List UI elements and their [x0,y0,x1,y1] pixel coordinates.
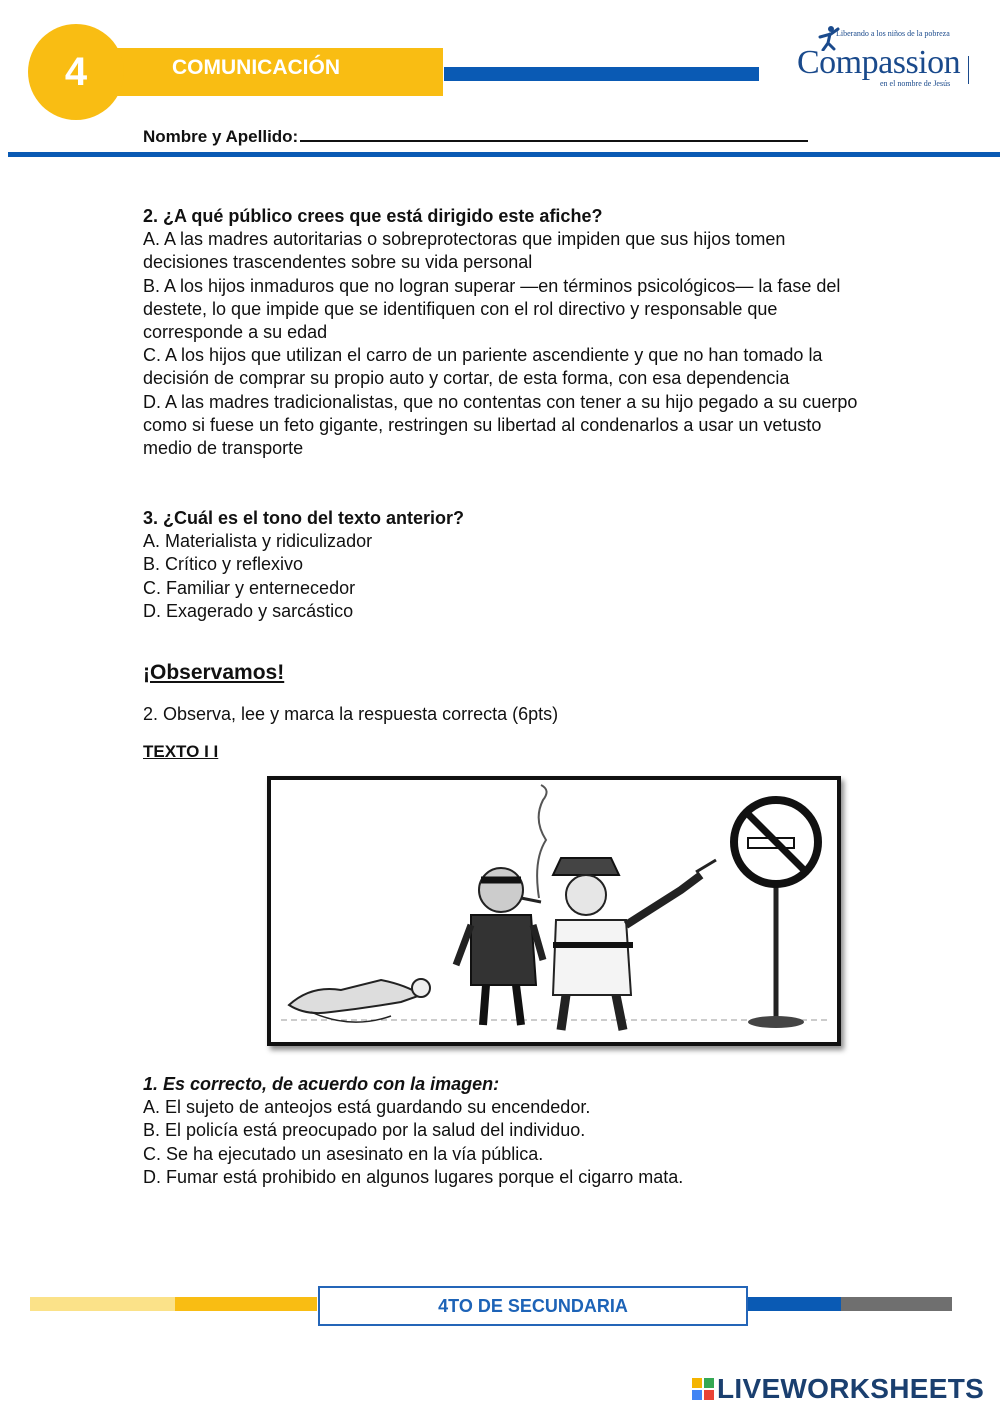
logo-separator [968,56,969,84]
question-2-prompt: 2. ¿A qué público crees que está dirigido este afiche? [143,206,603,226]
image-question-option-d[interactable]: D. Fumar está prohibido en algunos lugares porque el cigarro mata. [143,1166,684,1187]
cartoon-image [267,776,841,1046]
question-3-option-c[interactable]: C. Familiar y enternecedor [143,577,356,598]
question-2-option-d[interactable]: D. A las madres tradicionalistas, que no contentas con tener a su hijo pegado a su cuerpo como si fuese un feto gigante, restringen su libertad al condenarlos a usar un vetusto medio de transporte [143,391,858,459]
cartoon-drawing [271,780,837,1042]
footer-bar-light-yellow [30,1297,175,1311]
image-question-option-a[interactable]: A. El sujeto de anteojos está guardando su encendedor. [143,1097,591,1118]
section-title: ¡Observamos! [143,661,285,684]
grade-label: 4TO DE SECUNDARIA [318,1286,748,1326]
logo-wordmark: Compassion [797,44,961,81]
image-question-prompt: 1. Es correcto, de acuerdo con la imagen: [143,1074,500,1094]
footer-bar-gray [841,1297,952,1311]
text-label: TEXTO I I [143,742,219,761]
name-blank-line[interactable] [300,124,808,142]
question-2-option-a[interactable]: A. A las madres autoritarias o sobreprotectoras que impiden que sus hijos tomen decisiones trascendentes sobre su vida personal [143,229,786,273]
header-blue-bar [444,67,759,81]
image-question-option-c[interactable]: C. Se ha ejecutado un asesinato en la vía pública. [143,1143,544,1164]
logo-tagline-bottom: en el nombre de Jesús [880,79,951,88]
header-divider [8,152,1000,157]
question-3-option-d[interactable]: D. Exagerado y sarcástico [143,600,354,621]
footer-bar-yellow [175,1297,317,1311]
question-2-option-c[interactable]: C. A los hijos que utilizan el carro de un pariente ascendiente y que no han tomado la decisión de comprar su propio auto y cortar, de esta forma, con esa dependencia [143,345,823,389]
logo-tagline-top: Liberando a los niños de la pobreza [836,29,950,38]
question-3 [143,507,863,623]
question-3-prompt: 3. ¿Cuál es el tono del texto anterior? [143,508,465,528]
liveworksheets-brand[interactable]: LIVEWORKSHEETS [717,1373,985,1404]
name-field[interactable] [143,124,808,147]
image-question-option-b[interactable]: B. El policía está preocupado por la salud del individuo. [143,1120,586,1141]
question-2 [143,205,863,460]
question-3-option-a[interactable]: A. Materialista y ridiculizador [143,531,373,552]
instruction: 2. Observa, lee y marca la respuesta correcta (6pts) [143,704,559,724]
image-question [143,1073,863,1189]
liveworksheets-icon [692,1378,714,1400]
question-2-option-b[interactable]: B. A los hijos inmaduros que no logran superar —en términos psicológicos— la fase del destete, lo que impide que se identifiquen con el rol directivo y responsable que corresponde a su edad [143,275,841,343]
question-3-option-b[interactable]: B. Crítico y reflexivo [143,554,304,575]
subject-title: COMUNICACIÓN [172,56,340,79]
name-label: Nombre y Apellido: [143,127,299,146]
unit-number-badge: 4 [28,24,124,120]
footer-bar-blue [746,1297,841,1311]
